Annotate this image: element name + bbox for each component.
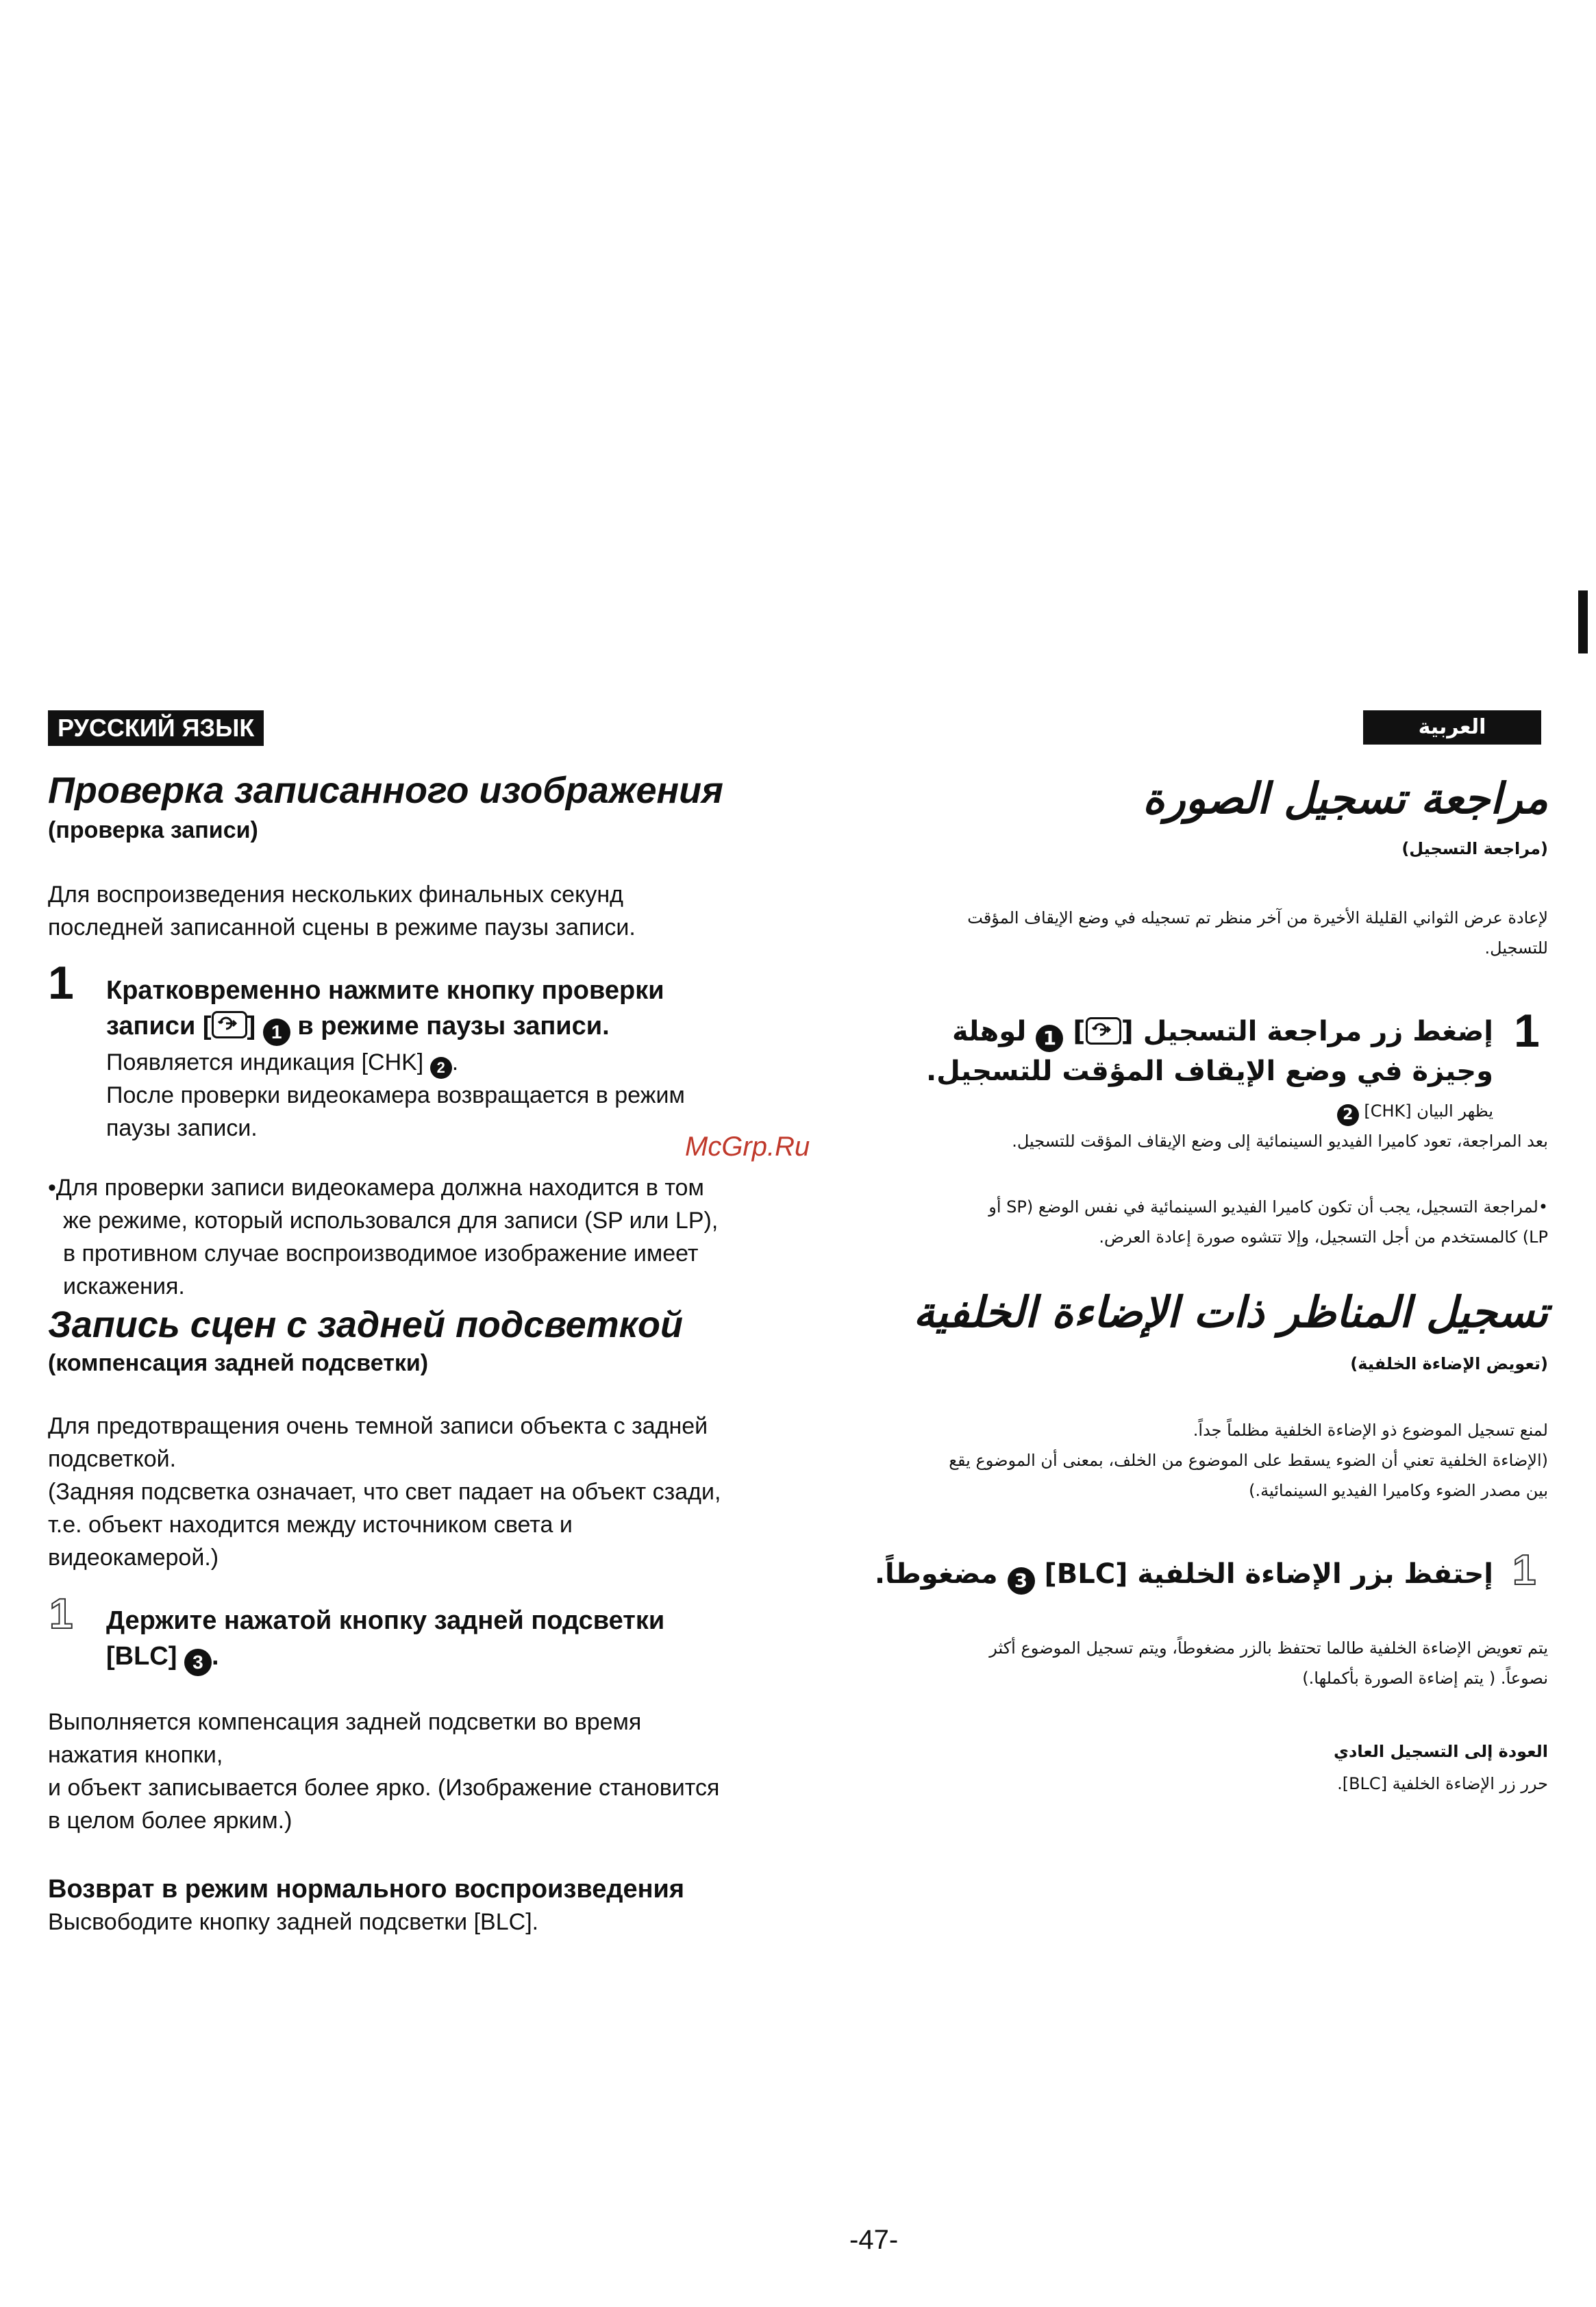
record-check-button-icon <box>212 1011 247 1038</box>
ar-language-label-bar <box>1363 710 1541 745</box>
marker-2: 2 <box>430 1057 452 1079</box>
marker-1: 1 <box>1036 1025 1063 1052</box>
page-number: -47- <box>849 2225 899 2255</box>
ru-s2-intro-line: (Задняя подсветка означает, что свет падает на объект сзади, <box>48 1479 721 1505</box>
ar-s1-step-line1 <box>808 1012 1493 1052</box>
ru-s1-bullet-line: в противном случае воспроизводимое изображение имеет <box>63 1240 699 1267</box>
ru-s2-intro-line: Для предотвращения очень темной записи объекта с задней <box>48 1413 708 1439</box>
ar-s1-bullet-line: LP) كالمستخدم من أجل التسجيل، وإلا تتشوه صورة إعادة العرض. <box>1099 1227 1548 1247</box>
ru-s1-note-text: Появляется индикация [CHK] <box>106 1049 424 1075</box>
ru-return-title: Возврат в режим нормального воспроизведения <box>48 1875 685 1904</box>
ar-s1-intro-line: للتسجيل. <box>1484 938 1548 958</box>
ar-return-title: العودة إلى التسجيل العادي <box>1334 1742 1548 1761</box>
ru-s2-intro-line: видеокамерой.) <box>48 1545 219 1571</box>
ru-s1-note-text: . <box>451 1049 459 1075</box>
ru-s2-body-line: в целом более ярким.) <box>48 1808 292 1834</box>
ru-section1-subtitle: (проверка записи) <box>48 817 258 843</box>
ar-s1-note: بعد المراجعة، تعود كاميرا الفيديو السينمائية إلى وضع الإيقاف المؤقت للتسجيل. <box>1012 1132 1548 1151</box>
ru-s2-step-number: 1 <box>49 1591 73 1638</box>
ar-s1-bullet-line: •لمراجعة التسجيل، يجب أن تكون كاميرا الفيديو السينمائية في نفس الوضع (SP أو <box>988 1197 1548 1217</box>
ar-s1-step-number: 1 <box>1514 1005 1540 1057</box>
marker-1: 1 <box>263 1019 290 1046</box>
ru-section1-intro <box>48 878 829 944</box>
ru-s2-intro-line: подсветкой. <box>48 1446 177 1472</box>
ru-s2-body <box>48 1706 856 1837</box>
ru-s1-step-text: ] <box>247 1012 256 1040</box>
ru-s1-step-text: в режиме паузы записи. <box>297 1012 610 1040</box>
ru-s2-step-line2 <box>106 1638 860 1676</box>
ar-s2-intro-line: لمنع تسجيل الموضوع ذو الإضاءة الخلفية مظلماً جداً. <box>1193 1421 1548 1440</box>
ru-s1-step-note: паузы записи. <box>106 1115 258 1141</box>
ru-s1-step-line2 <box>106 1008 860 1046</box>
ru-s1-bullet-line: •Для проверки записи видеокамера должна находится в том <box>48 1175 704 1201</box>
ar-s1-step-line2: وجيزة في وضع الإيقاف المؤقت للتسجيل. <box>925 1056 1493 1087</box>
ar-s2-step-text: إحتفظ بزر الإضاءة الخلفية [BLC] <box>1044 1558 1493 1590</box>
ar-section1-title: مراجعة تسجيل الصورة <box>1143 773 1548 823</box>
ru-s1-intro-line: Для воспроизведения нескольких финальных секунд <box>48 882 623 908</box>
record-check-button-icon <box>1086 1017 1121 1045</box>
ru-s2-body-line: Выполняется компенсация задней подсветки во время <box>48 1709 642 1735</box>
ru-s2-body-line: нажатия кнопки, <box>48 1742 223 1768</box>
ar-s2-body-line: نصوعاً. ( يتم إضاءة الصورة بأكملها.) <box>1302 1669 1548 1688</box>
ar-section2-title: تسجيل المناظر ذات الإضاءة الخلفية <box>913 1287 1548 1337</box>
ru-return-text: Высвободите кнопку задней подсветки [BLC]. <box>48 1909 539 1935</box>
ru-s1-step-note <box>106 1046 860 1079</box>
ar-s2-intro-line: (الإضاءة الخلفية تعني أن الضوء يسقط على الموضوع من الخلف، بمعنى أن الموضوع يقع <box>949 1451 1548 1470</box>
ar-s1-bullet <box>849 1192 1548 1252</box>
ru-section2-title: Запись сцен с задней подсветкой <box>48 1304 683 1345</box>
watermark: McGrp.Ru <box>685 1132 810 1162</box>
marker-3: 3 <box>1008 1567 1035 1595</box>
ar-return-text: حرر زر الإضاءة الخلفية [BLC]. <box>1337 1774 1548 1793</box>
ar-s1-step-text: إضغط زر مراجعة التسجيل [ <box>1121 1016 1493 1047</box>
ru-s1-bullet <box>48 1171 843 1303</box>
ru-s2-step-line1: Держите нажатой кнопку задней подсветки <box>106 1606 665 1635</box>
marker-3: 3 <box>184 1649 212 1676</box>
page-edge-marker <box>1578 590 1588 653</box>
ru-section1-title: Проверка записанного изображения <box>48 770 723 811</box>
ru-s1-intro-line: последней записанной сцены в режиме паузы записи. <box>48 914 636 940</box>
ru-section2-intro <box>48 1410 856 1574</box>
ar-s1-note-text: يظهر البيان [CHK] <box>1364 1101 1493 1121</box>
ar-s2-step-number: 1 <box>1512 1547 1536 1594</box>
ar-s2-body <box>836 1633 1548 1693</box>
ru-s2-step <box>106 1603 860 1676</box>
ru-language-label: РУССКИЙ ЯЗЫК <box>48 710 264 746</box>
ar-s1-intro-line: لإعادة عرض الثواني القليلة الأخيرة من آخر منظر تم تسجيله في وضع الإيقاف المؤقت <box>967 908 1548 927</box>
ar-section2-subtitle: (تعويض الإضاءة الخلفية) <box>1350 1354 1548 1373</box>
ru-s1-step <box>106 973 860 1145</box>
ru-s1-step-text: записи [ <box>106 1012 212 1040</box>
ar-s1-step <box>808 1012 1493 1090</box>
ar-section1-subtitle: (مراجعة التسجيل) <box>1401 839 1548 858</box>
ar-s1-step-text: لوهلة <box>951 1016 1027 1047</box>
ar-s1-note <box>822 1096 1493 1126</box>
ar-s1-notes <box>822 1096 1548 1156</box>
marker-2: 2 <box>1337 1104 1359 1126</box>
ar-s2-step-text: مضغوطاً. <box>874 1558 998 1590</box>
ar-s2-intro-line: بين مصدر الضوء وكاميرا الفيديو السينمائية.) <box>1249 1481 1548 1500</box>
ru-s1-bullet-line: искажения. <box>63 1273 185 1299</box>
ar-s2-body-line: يتم تعويض الإضاءة الخلفية طالما تحتفظ بالزر مضغوطاً، ويتم تسجيل الموضوع أكثر <box>989 1638 1548 1658</box>
ru-s1-step-line1: Кратковременно нажмите кнопку проверки <box>106 976 664 1005</box>
ar-s2-step <box>808 1555 1493 1595</box>
ru-s1-step-note: После проверки видеокамера возвращается в режим <box>106 1082 685 1108</box>
ru-s2-body-line: и объект записывается более ярко. (Изображение становится <box>48 1775 720 1801</box>
ar-section2-intro <box>836 1415 1548 1506</box>
ru-s2-step-text: . <box>211 1642 219 1671</box>
ru-s2-intro-line: т.е. объект находится между источником света и <box>48 1512 573 1538</box>
ru-s1-step-number: 1 <box>48 957 74 1009</box>
ru-s2-step-text: [BLC] <box>106 1642 177 1671</box>
ar-s1-step-text: ] <box>1073 1016 1086 1047</box>
ar-language-label: العربية <box>1418 715 1486 739</box>
ru-section2-subtitle: (компенсация задней подсветки) <box>48 1350 429 1376</box>
ru-s1-bullet-line: же режиме, который использовался для записи (SP или LP), <box>63 1208 719 1234</box>
ar-section1-intro <box>863 903 1548 963</box>
